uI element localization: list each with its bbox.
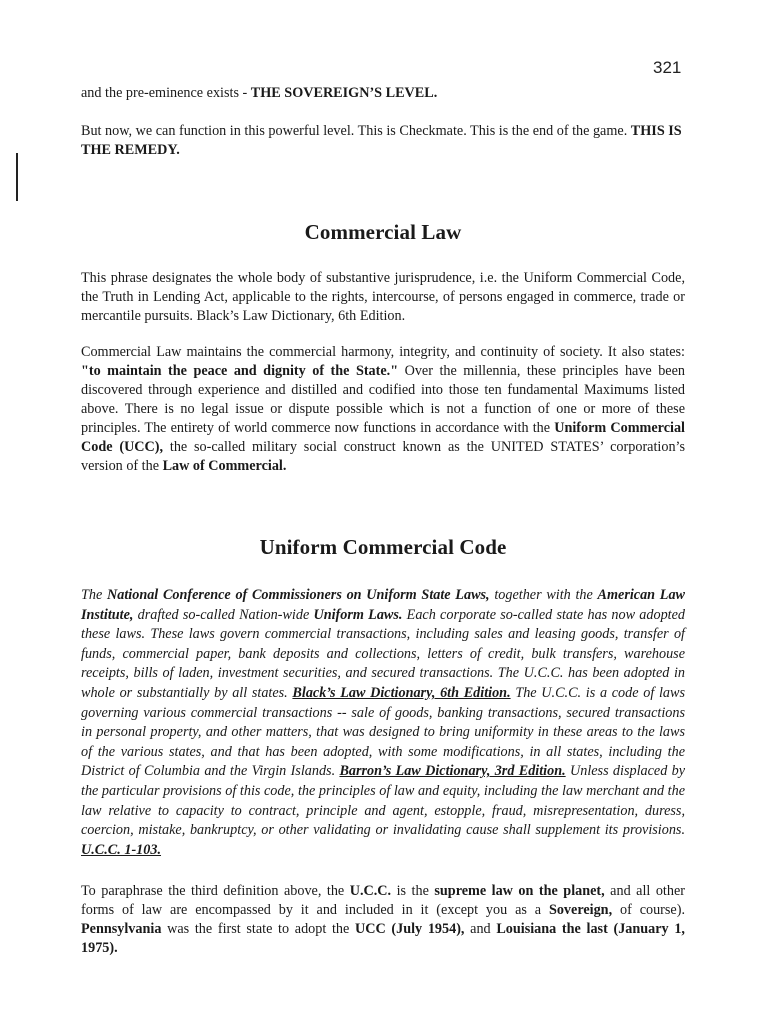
remedy-phrase: THIS IS THE REMEDY. [81,123,682,158]
commercial-law-paragraph [81,343,685,476]
law-of-commercial-term: Law of Commercial. [162,458,287,474]
commercial-law-heading: Commercial Law [304,220,462,244]
intro-line-1 [81,84,685,103]
louisiana-term: Louisiana the last (January 1, 1975). [81,921,685,957]
text-run: Commercial Law maintains the commercial harmony, integrity, and continuity of society. It also states: [81,344,685,360]
ucc-definition-paragraph [81,586,685,860]
text-run: is the [391,883,435,900]
text-run: drafted so-called Nation-wide [133,606,314,623]
blacks-citation: Black’s Law Dictionary, 6th Edition. [292,684,511,701]
text-run: and [464,921,497,938]
ucc-term: Uniform Commercial Code (UCC), [81,420,685,455]
text-run: To paraphrase the third definition above, the [81,883,350,900]
text-run: together with the [489,587,598,603]
text-run: The [81,587,107,603]
text-run: Each corporate so-called state has now adopted these laws. These laws govern commercial transactions, including sales and leasing goods, transfer of funds, commercial paper, bank deposits and collections, letters of credit, bulk transfers, warehouse receipts, bills of laden, investment securities, and secured transactions. The U.C.C. has been adopted in whole or substantially by all states. [81,606,685,701]
conference-name: National Conference of Commissioners on Uniform State Laws, [107,587,490,603]
institute-name: American Law Institute, [81,587,686,623]
commercial-law-definition: This phrase designates the whole body of substantive jurisprudence, i.e. the Uniform Commercial Code, the Truth in Lending Act, applicable to the rights, intercourse, of persons engaged in commerce, trade or mercantile pursuits. Black’s Law Dictionary, 6th Edition. [81,270,685,324]
text-run: The U.C.C. is a code of laws governing various commercial transactions -- sale of goods, banking transactions, secured transactions in personal property, and other matters, that was designed to bring uniformity in these areas to the laws of the various states, and that has been adopted, with some modifications, in all states, including the District of Columbia and the Virgin Islands. [81,684,685,780]
ucc-citation: U.C.C. 1-103. [81,841,162,858]
paraphrase-paragraph [81,882,685,958]
sovereign-term: Sovereign, [548,902,613,919]
text-run: Over the millennia, these principles have been discovered through experience and distilled and codified into those ten fundamental Maximums listed above. There is no legal issue or dispute possible which is not a function of one or more of these principles. The entirety of world commerce now functions in accordance with the [81,363,685,436]
ucc-abbrev: U.C.C. [349,883,392,900]
intro-line-2 [81,122,685,160]
text-run: the so-called military social construct known as the UNITED STATES’ corporation’s version of the [81,439,685,474]
supreme-law-phrase: supreme law on the planet, [434,883,605,900]
intro-line-2-text: But now, we can function in this powerful level. This is Checkmate. This is the end of the game. [81,123,631,139]
sovereign-level-phrase: THE SOVEREIGN’S LEVEL. [250,85,438,101]
text-run: was the first state to adopt the [161,921,355,938]
pennsylvania-term: Pennsylvania [81,921,162,938]
barrons-citation: Barron’s Law Dictionary, 3rd Edition. [339,763,566,780]
intro-line-1-text: and the pre-eminence exists - [81,85,251,101]
text-run: of course). [612,902,685,919]
peace-dignity-quote: "to maintain the peace and dignity of the State." [81,363,399,379]
ucc-date-term: UCC (July 1954), [354,921,465,938]
text-run: and all other forms of law are encompassed by it and included in it (except you as a [81,883,685,919]
margin-mark [16,153,18,201]
page-content [81,84,685,958]
ucc-heading: Uniform Commercial Code [259,535,507,559]
page-number: 321 [653,58,682,77]
uniform-laws-term: Uniform Laws. [313,606,403,623]
text-run: Unless displaced by the particular provisions of this code, the principles of law and equity, including the law merchant and the law relative to capacity to contract, principle and agent, estopple, fraud, misrepresentation, duress, coercion, mistake, bankruptcy, or other validating or invalidating cause shall supplement its provisions. [81,763,686,839]
